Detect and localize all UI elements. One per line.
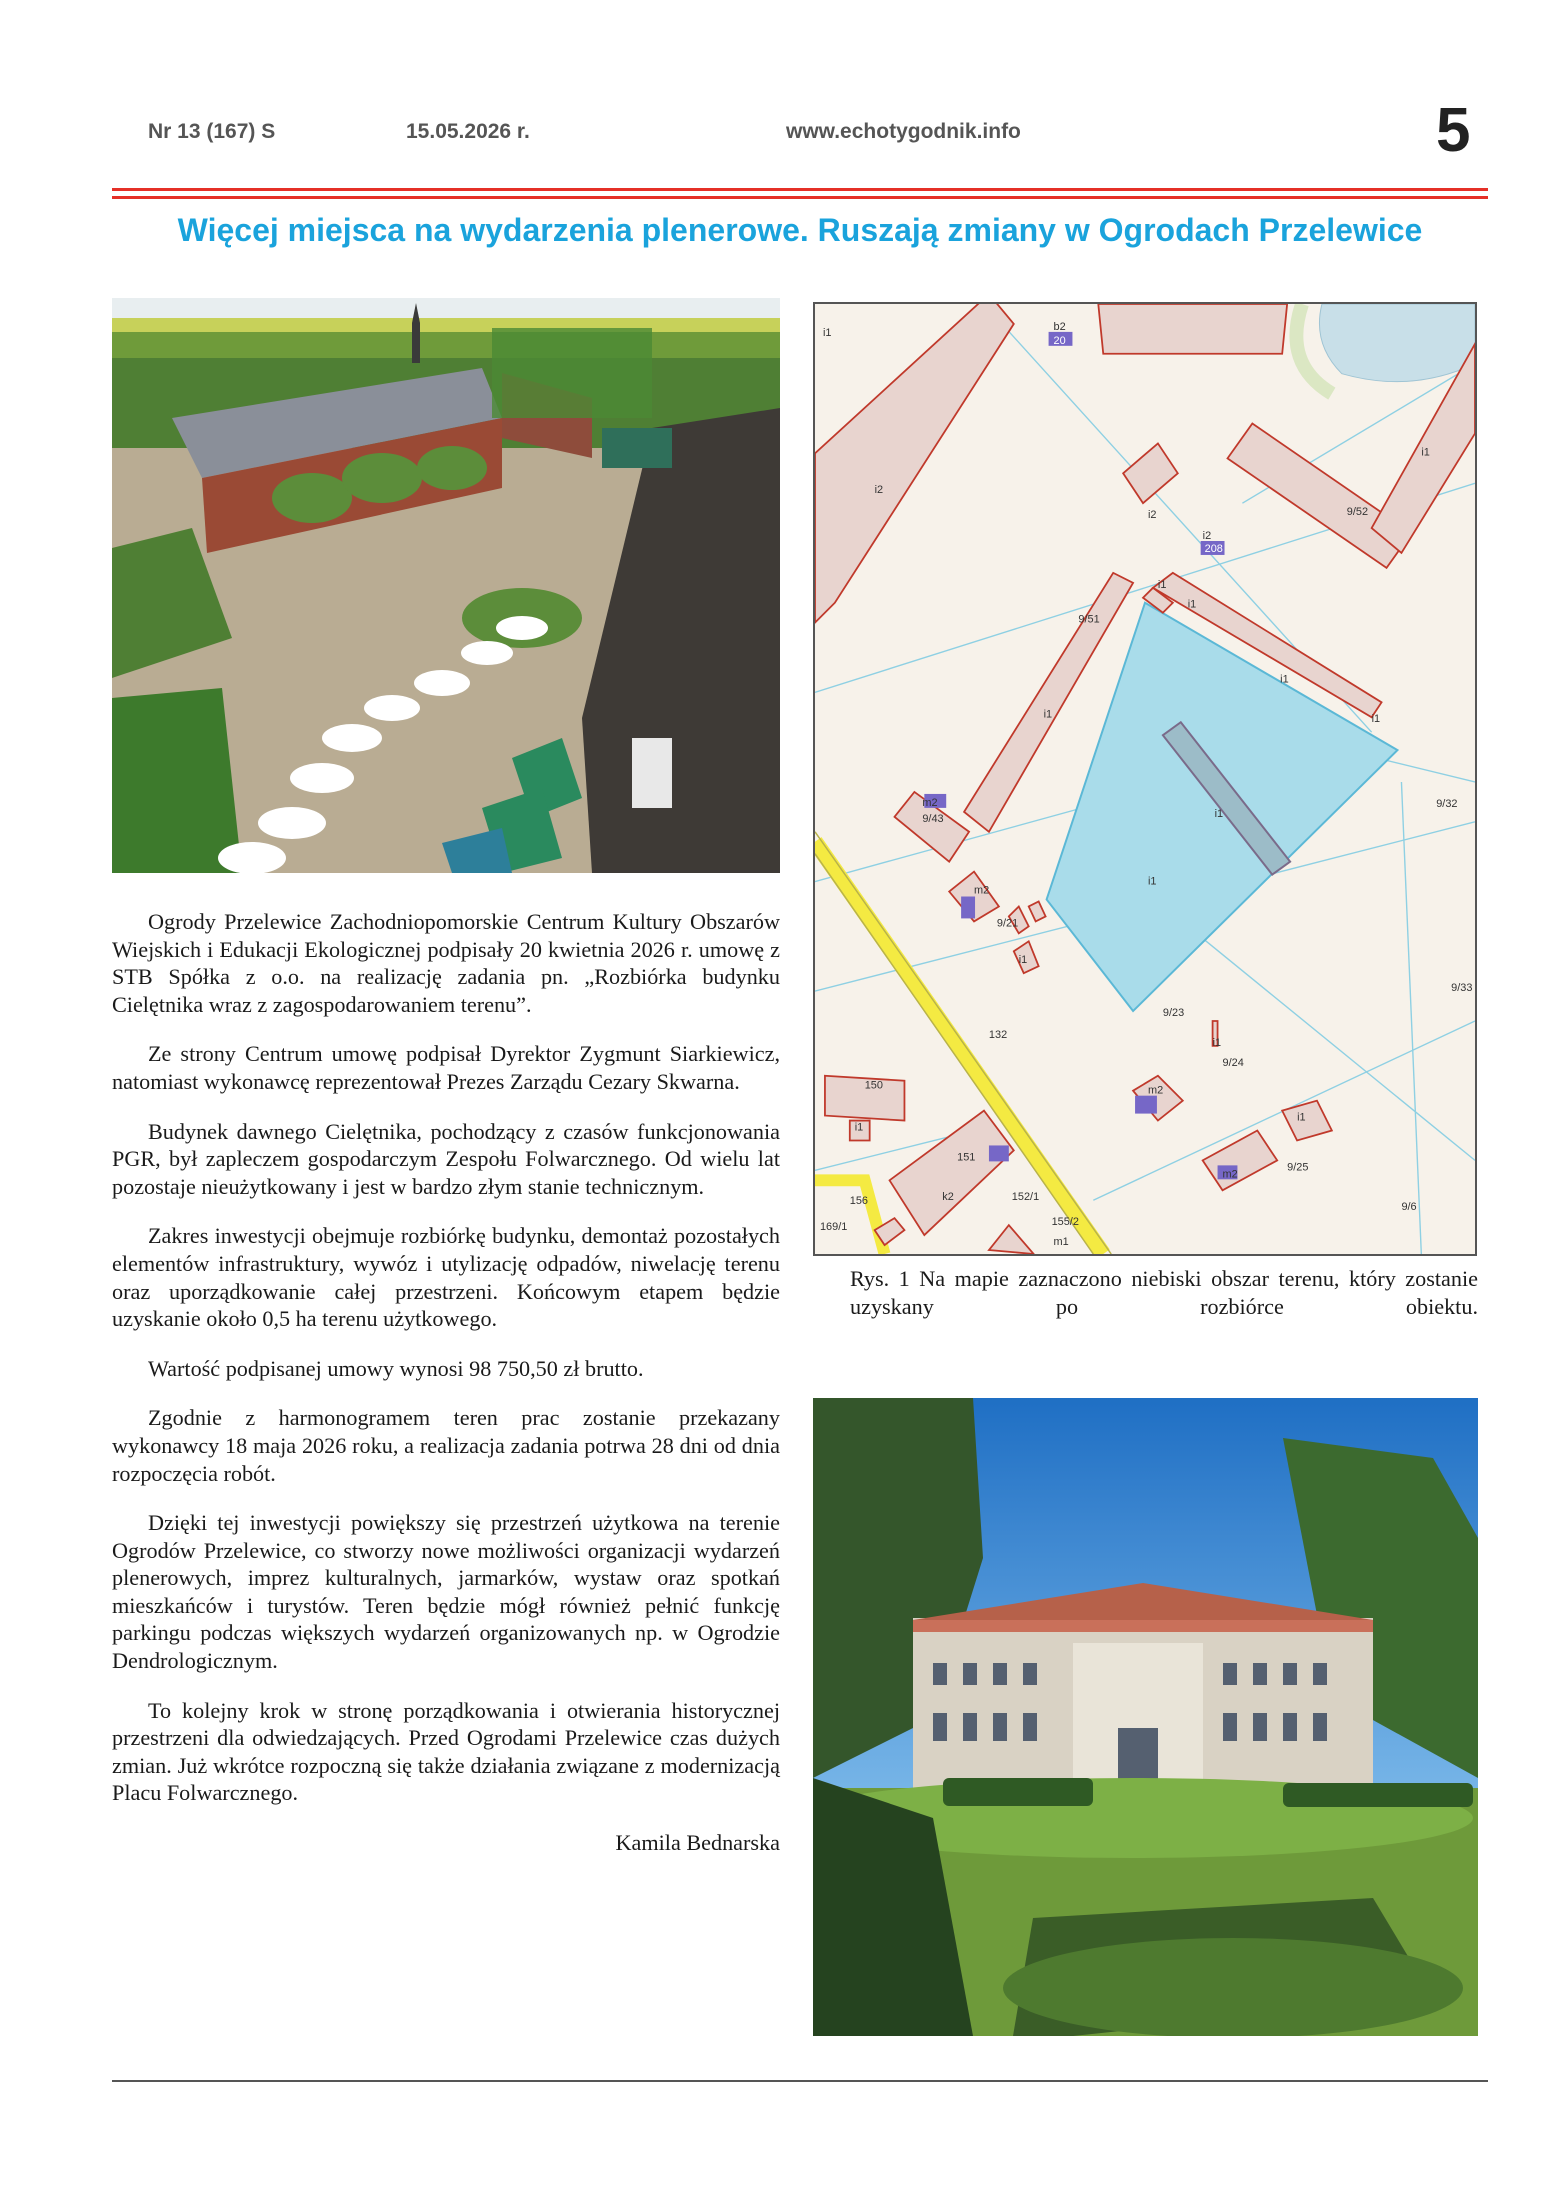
article-author: Kamila Bednarska <box>615 1830 780 1856</box>
article-paragraph: Wartość podpisanej umowy wynosi 98 750,50 zł brutto. <box>148 1355 644 1381</box>
map-label: i1 <box>1421 446 1430 459</box>
map-label: i1 <box>1371 713 1381 726</box>
cadastral-map <box>813 302 1477 1256</box>
aerial-festival-photo <box>112 298 780 873</box>
map-label: 9/24 <box>1222 1056 1244 1069</box>
map-label: m2 <box>1147 1084 1164 1097</box>
header-rule <box>112 188 1488 199</box>
map-caption: Rys. 1 Na mapie zaznaczono niebiski obszar terenu, który zostanie uzyskany po rozbiórce obiektu. <box>850 1266 1478 1319</box>
map-label: i1 <box>1157 578 1167 591</box>
map-label: 9/33 <box>1451 982 1473 995</box>
map-label: i2 <box>1202 530 1212 543</box>
article-paragraph: Zakres inwestycji obejmuje rozbiórkę budynku, demontaż pozostałych elementów infrastruktury, wywóz i utylizację odpadów, niwelację terenu oraz uporządkowanie całej przestrzeni. Końcowym etapem będzie uzyskanie około 0,5 ha terenu użytkowego. <box>112 1223 780 1332</box>
website-url[interactable]: www.echotygodnik.info <box>786 120 1021 143</box>
map-label: i1 <box>1297 1111 1306 1124</box>
map-label: 150 <box>864 1079 883 1092</box>
map-label: i1 <box>854 1121 864 1134</box>
map-label: 156 <box>849 1195 869 1208</box>
map-label: i2 <box>1147 509 1157 522</box>
map-label: i1 <box>1043 708 1053 721</box>
page-number: 5 <box>1436 96 1471 165</box>
map-label: k2 <box>942 1191 954 1204</box>
map-label: m2 <box>922 796 938 809</box>
map-label: i1 <box>822 326 832 339</box>
map-label: 132 <box>988 1028 1008 1041</box>
map-label: 9/51 <box>1078 613 1100 626</box>
map-label: 9/32 <box>1436 797 1458 810</box>
article-paragraph: Ogrody Przelewice Zachodniopomorskie Centrum Kultury Obszarów Wiejskich i Edukacji Ekologicznej podpisały 20 kwietnia 2026 r. umowę z STB Spółka z o.o. na realizację zadania pn. „Rozbiórka budynku Cielętnika wraz z zagospodarowaniem terenu”. <box>112 909 780 1017</box>
map-label: m1 <box>1053 1236 1069 1249</box>
map-label: 9/21 <box>996 917 1019 930</box>
palace-garden-photo <box>813 1398 1478 2036</box>
article-body <box>112 908 780 1857</box>
map-label: m2 <box>1222 1168 1238 1181</box>
article-paragraph: Zgodnie z harmonogramem teren prac zostanie przekazany wykonawcy 18 maja 2026 roku, a realizacja zadania potrwa 28 dni od dnia rozpoczęcia robót. <box>112 1405 780 1486</box>
map-label: i1 <box>1018 954 1028 967</box>
map-label: i1 <box>1280 673 1289 686</box>
map-label: 20 <box>1053 334 1066 347</box>
map-label: b2 <box>1053 320 1066 333</box>
map-label: 152/1 <box>1011 1191 1040 1204</box>
article-headline: Więcej miejsca na wydarzenia plenerowe. Ruszają zmiany w Ogrodach Przelewice <box>177 212 1423 248</box>
map-label: 9/6 <box>1401 1201 1417 1214</box>
map-label: 151 <box>957 1151 976 1164</box>
map-label: 9/43 <box>922 812 944 825</box>
map-label: i1 <box>1187 598 1197 611</box>
map-label: m2 <box>974 884 990 897</box>
article-paragraph: Dzięki tej inwestycji powiększy się przestrzeń użytkowa na terenie Ogrodów Przelewice, co stworzy nowe możliwości organizacji wydarzeń plenerowych, imprez kulturalnych, jarmarków, wystaw oraz spotkań mieszkańców i turystów. Teren będzie mógł również pełnić funkcję parkingu podczas większych wydarzeń organizowanych np. w Ogrodzie Dendrologicznym. <box>112 1510 780 1674</box>
footer-rule <box>112 2080 1488 2082</box>
map-label: 169/1 <box>819 1221 848 1234</box>
map-label: i1 <box>1212 1036 1222 1049</box>
issue-number: Nr 13 (167) S <box>148 120 276 143</box>
map-label: 155/2 <box>1051 1216 1079 1229</box>
article-paragraph: Ze strony Centrum umowę podpisał Dyrektor Zygmunt Siarkiewicz, natomiast wykonawcę reprezentował Prezes Zarządu Cezary Skwarna. <box>112 1041 780 1094</box>
map-label: 9/52 <box>1346 506 1369 519</box>
map-label: i1 <box>1147 875 1157 888</box>
map-label: i2 <box>874 484 884 497</box>
issue-date: 15.05.2026 r. <box>406 120 530 143</box>
map-label: 9/25 <box>1287 1161 1309 1174</box>
map-label: i1 <box>1214 807 1224 820</box>
article-paragraph: Budynek dawnego Cielętnika, pochodzący z czasów funkcjonowania PGR, był zapleczem gospodarczym Zespołu Folwarcznego. Od wielu lat pozostaje nieużytkowany i jest w bardzo złym stanie technicznym. <box>112 1118 780 1199</box>
map-label: 208 <box>1204 542 1223 555</box>
map-label: 9/23 <box>1162 1006 1185 1020</box>
article-paragraph: To kolejny krok w stronę porządkowania i otwierania historycznej przestrzeni dla odwiedzających. Przed Ogrodami Przelewice czas dużych zmian. Już wkrótce rozpoczną się także działania związane z modernizacją Placu Folwarcznego. <box>112 1697 780 1806</box>
